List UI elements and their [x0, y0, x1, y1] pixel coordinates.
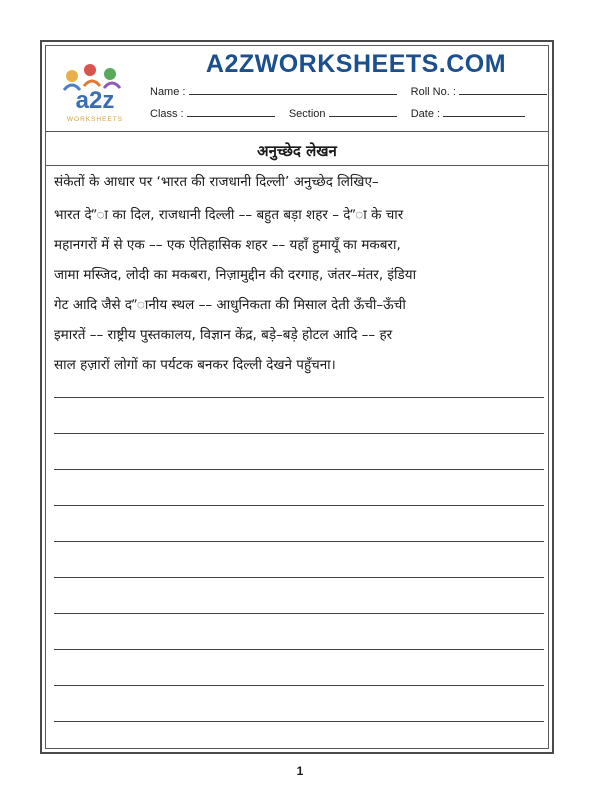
section-label: Section: [288, 108, 326, 120]
hint-paragraph: [54, 200, 544, 380]
name-blank[interactable]: [189, 85, 397, 95]
class-section-date-row: [150, 107, 525, 120]
writing-line[interactable]: [54, 613, 544, 614]
writing-line[interactable]: [54, 469, 544, 470]
writing-line[interactable]: [54, 505, 544, 506]
roll-label: Roll No. :: [410, 86, 456, 98]
logo-text: a2z: [75, 87, 115, 114]
page-number: 1: [296, 764, 304, 778]
class-blank[interactable]: [187, 107, 275, 117]
roll-blank[interactable]: [459, 85, 547, 95]
paragraph-line: गेट आदि जैसे द”ानीय स्थल –– आधुनिकता की मिसाल देती ऊँची–ऊँची: [54, 297, 406, 313]
worksheet-title: अनुच्छेद लेखन: [257, 142, 337, 160]
writing-line[interactable]: [54, 721, 544, 722]
paragraph-line: जामा मस्जिद, लोदी का मकबरा, निज़ामुद्दीन की दरगाह, जंतर–मंतर, इंडिया: [54, 267, 417, 283]
date-blank[interactable]: [443, 107, 525, 117]
date-label: Date :: [410, 108, 441, 120]
logo-subtext: WORKSHEETS: [66, 116, 124, 123]
writing-line[interactable]: [54, 649, 544, 650]
site-title: A2ZWORKSHEETS.COM: [205, 50, 507, 78]
title-divider: [46, 165, 548, 166]
paragraph-line: महानगरों में से एक –– एक ऐतिहासिक शहर –– यहाँ हुमायूँ का मकबरा,: [54, 237, 401, 253]
writing-line[interactable]: [54, 397, 544, 398]
instruction-text: संकेतों के आधार पर ‘भारत की राजधानी दिल्ली’ अनुच्छेद लिखिए–: [54, 174, 379, 190]
a2z-logo: [54, 60, 136, 124]
class-label: Class :: [150, 108, 184, 120]
name-roll-row: [150, 85, 547, 98]
writing-line[interactable]: [54, 685, 544, 686]
paragraph-line: भारत दे”ा का दिल, राजधानी दिल्ली –– बहुत बड़ा शहर – दे”ा के चार: [54, 207, 404, 223]
name-label: Name :: [150, 86, 186, 98]
writing-line[interactable]: [54, 541, 544, 542]
paragraph-line: साल हज़ारों लोगों का पर्यटक बनकर दिल्ली देखने पहुँचना।: [54, 357, 336, 373]
section-blank[interactable]: [329, 107, 397, 117]
paragraph-line: इमारतें –– राष्ट्रीय पुस्तकालय, विज्ञान केंद्र, बड़े–बड़े होटल आदि –– हर: [54, 327, 393, 343]
writing-line[interactable]: [54, 433, 544, 434]
writing-line[interactable]: [54, 577, 544, 578]
